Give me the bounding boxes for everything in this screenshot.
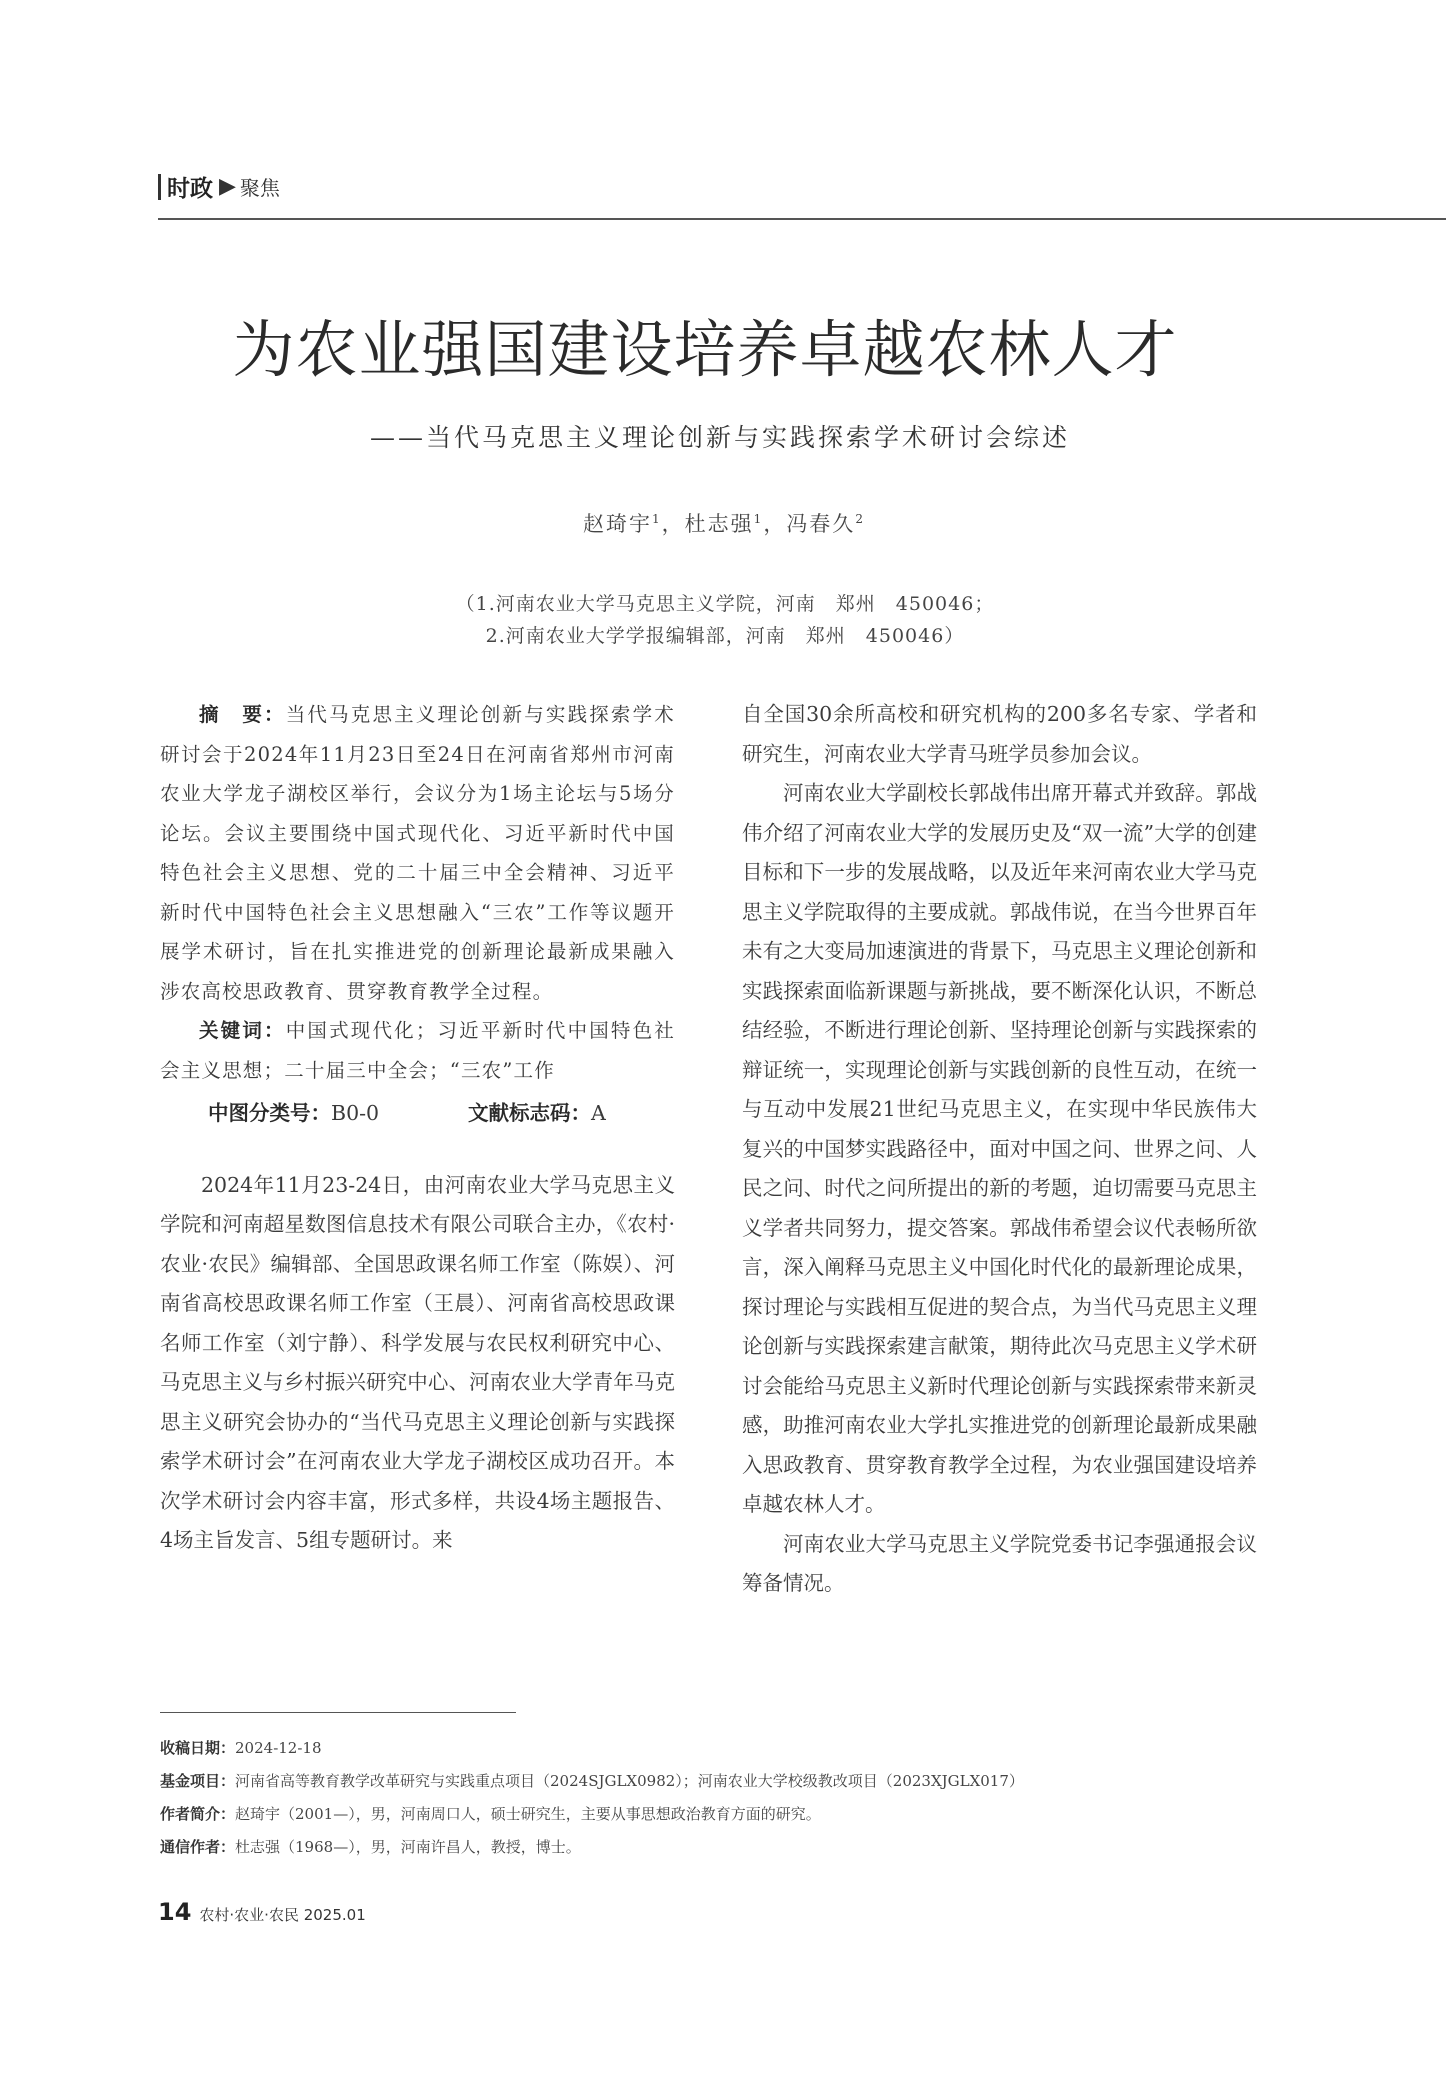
keywords	[160, 1011, 675, 1090]
doc-code-value: A	[591, 1101, 606, 1125]
keywords-text: 中国式现代化；习近平新时代中国特色社会主义思想；二十届三中全会；“三农”工作	[160, 1019, 675, 1082]
footnote-text: 河南省高等教育教学改革研究与实践重点项目（2024SJGLX0982）；河南农业大学校级教改项目（2023XJGLX017）	[235, 1772, 1024, 1790]
author-separator: ，	[661, 512, 685, 536]
footnote-rule	[160, 1712, 516, 1713]
author-affil-mark: 2	[855, 512, 865, 526]
page-number: 14	[158, 1898, 192, 1926]
footnote-label: 收稿日期：	[160, 1739, 236, 1757]
author-affil-mark: 1	[652, 512, 662, 526]
affiliation-line: 2.河南农业大学学报编辑部，河南 郑州 450046）	[485, 625, 965, 647]
footnotes	[160, 1732, 1360, 1864]
section-header	[158, 170, 280, 203]
author-list	[0, 508, 1448, 538]
article-subtitle: ——当代马克思主义理论创新与实践探索学术研讨会综述	[369, 423, 1070, 452]
header-rule	[158, 218, 1446, 220]
author-name: 冯春久	[786, 512, 856, 536]
author-name: 杜志强	[684, 512, 754, 536]
play-arrow-icon: ▶	[219, 174, 236, 199]
footnote-funding	[160, 1765, 1360, 1798]
affiliation-line: （1.河南农业大学马克思主义学院，河南 郑州 450046；	[455, 593, 995, 615]
magazine-issue: 农村·农业·农民 2025.01	[199, 1906, 366, 1924]
author-affil-mark: 1	[753, 512, 764, 526]
abstract	[160, 695, 675, 1011]
footnote-text: 2024-12-18	[235, 1739, 322, 1757]
doc-code-label: 文献标志码：	[468, 1101, 591, 1125]
footnote-author-bio	[160, 1798, 1360, 1831]
footnote-label: 作者简介：	[160, 1805, 236, 1823]
footnote-label: 基金项目：	[160, 1772, 236, 1790]
author-name: 赵琦宇	[583, 512, 653, 536]
footnote-corresponding	[160, 1831, 1360, 1864]
footnote-text: 赵琦宇（2001—），男，河南周口人，硕士研究生，主要从事思想政治教育方面的研究。	[235, 1805, 821, 1823]
abstract-text: 当代马克思主义理论创新与实践探索学术研讨会于2024年11月23日至24日在河南省郑州市河南农业大学龙子湖校区举行，会议分为1场主论坛与5场分论坛。会议主要围绕中国式现代化、习近平新时代中国特色社会主义思想、党的二十届三中全会精神、习近平新时代中国特色社会主义思想融入“三农”工作等议题开展学术研讨，旨在扎实推进党的创新理论最新成果融入涉农高校思政教育、贯穿教育教学全过程。	[160, 703, 675, 1003]
clc-value: B0-0	[331, 1101, 380, 1125]
clc-label: 中图分类号：	[208, 1101, 331, 1125]
author-separator: ，	[763, 512, 787, 536]
article-title: 为农业强国建设培养卓越农林人才	[232, 313, 1178, 386]
footnote-received	[160, 1732, 1360, 1765]
keywords-label: 关键词：	[199, 1019, 286, 1042]
page-folio	[158, 1898, 366, 1926]
abstract-label: 摘 要：	[199, 703, 286, 726]
right-column	[742, 695, 1257, 1604]
section-category: 时政	[167, 176, 213, 202]
header-bar	[158, 174, 161, 200]
footnote-text: 杜志强（1968—），男，河南许昌人，教授，博士。	[235, 1838, 581, 1856]
classification-line	[160, 1094, 675, 1134]
left-column	[160, 695, 675, 1561]
footnote-label: 通信作者：	[160, 1838, 236, 1856]
section-subcategory: 聚焦	[239, 176, 280, 200]
body-paragraph: 2024年11月23-24日，由河南农业大学马克思主义学院和河南超星数图信息技术有限公司联合主办，《农村·农业·农民》编辑部、全国思政课名师工作室（陈娱）、河南省高校思政课名师工作室（王晨）、河南省高校思政课名师工作室（刘宁静）、科学发展与农民权利研究中心、马克思主义与乡村振兴研究中心、河南农业大学青年马克思主义研究会协办的“当代马克思主义理论创新与实践探索学术研讨会”在河南农业大学龙子湖校区成功召开。本次学术研讨会内容丰富，形式多样，共设4场主题报告、4场主旨发言、5组专题研讨。来	[160, 1172, 675, 1552]
affiliations	[0, 588, 1450, 652]
body-paragraph: 河南农业大学副校长郭战伟出席开幕式并致辞。郭战伟介绍了河南农业大学的发展历史及“双一流”大学的创建目标和下一步的发展战略，以及近年来河南农业大学马克思主义学院取得的主要成就。郭战伟说，在当今世界百年未有之大变局加速演进的背景下，马克思主义理论创新和实践探索面临新课题与新挑战，要不断深化认识，不断总结经验，不断进行理论创新、坚持理论创新与实践探索的辩证统一，实现理论创新与实践创新的良性互动，在统一与互动中发展21世纪马克思主义，在实现中华民族伟大复兴的中国梦实践路径中，面对中国之问、世界之问、人民之问、时代之问所提出的新的考题，迫切需要马克思主义学者共同努力，提交答案。郭战伟希望会议代表畅所欲言，深入阐释马克思主义中国化时代化的最新理论成果，探讨理论与实践相互促进的契合点，为当代马克思主义理论创新与实践探索建言献策，期待此次马克思主义学术研讨会能给马克思主义新时代理论创新与实践探索带来新灵感，助推河南农业大学扎实推进党的创新理论最新成果融入思政教育、贯穿教育教学全过程，为农业强国建设培养卓越农林人才。	[742, 781, 1257, 1516]
body-paragraph-continued: 自全国30余所高校和研究机构的200多名专家、学者和研究生，河南农业大学青马班学员参加会议。	[742, 702, 1257, 766]
body-paragraph: 河南农业大学马克思主义学院党委书记李强通报会议筹备情况。	[742, 1531, 1257, 1595]
